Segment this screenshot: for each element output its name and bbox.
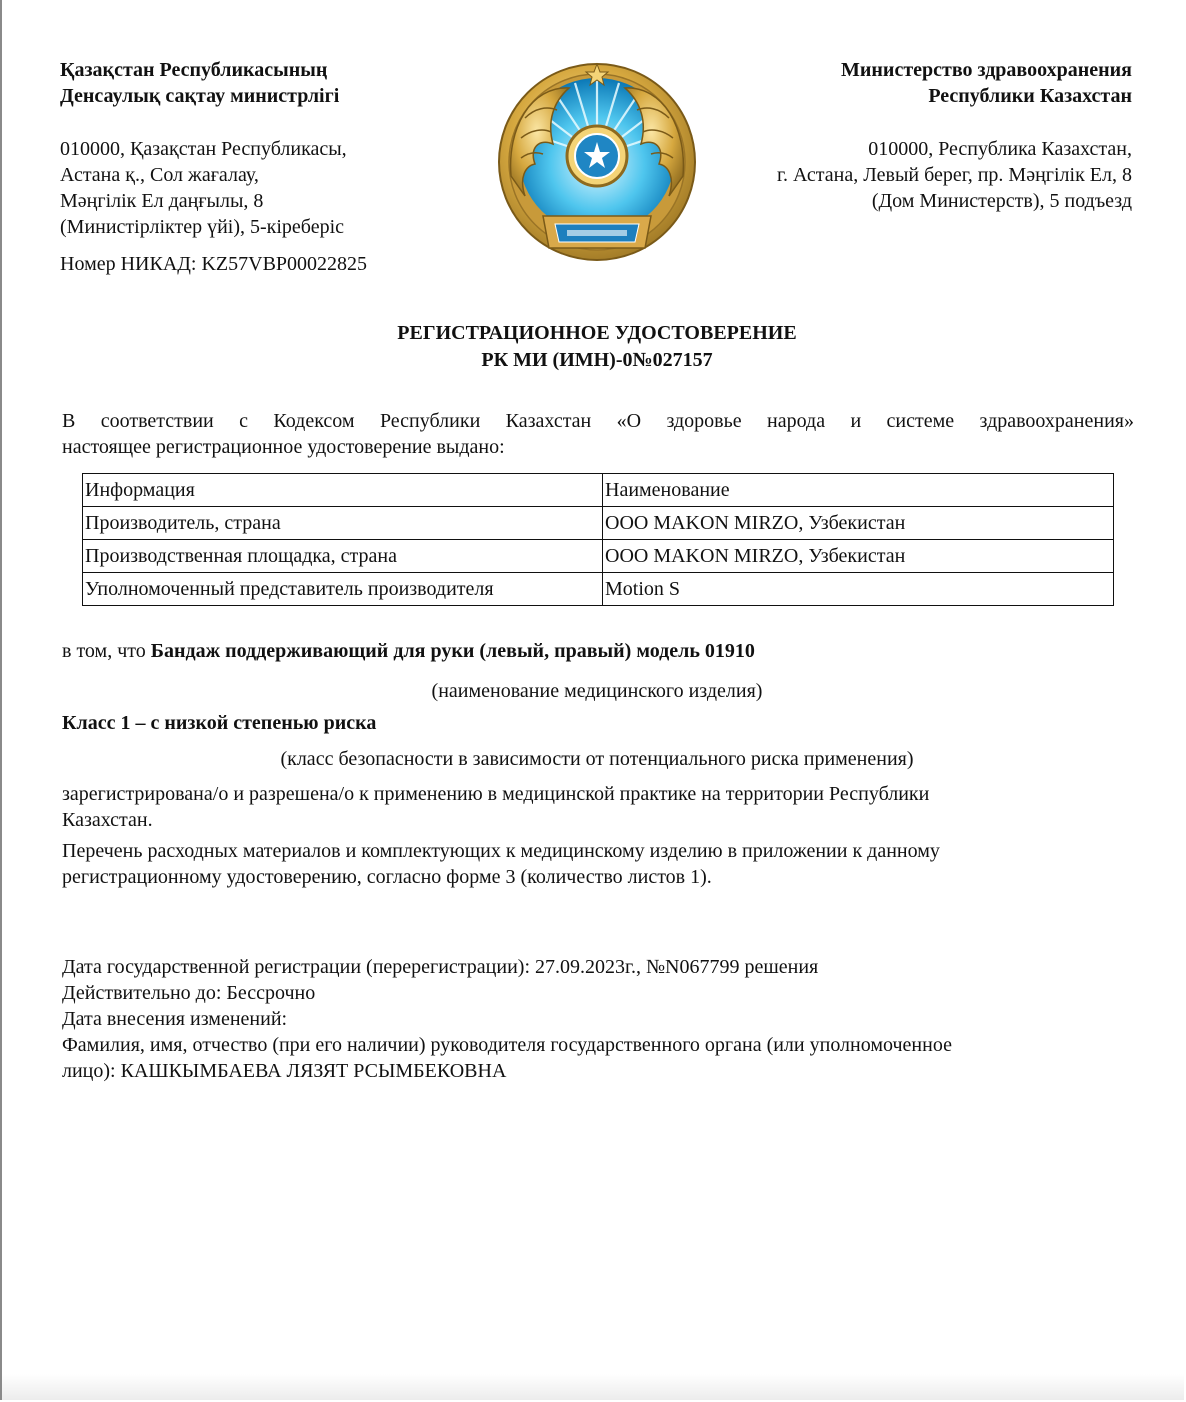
address-ru-line: 010000, Республика Казахстан,	[868, 138, 1132, 160]
valid-until: Действительно до: Бессрочно	[62, 982, 316, 1004]
appendix-paragraph	[62, 838, 1142, 890]
table-row	[83, 540, 1114, 573]
ministry-title-ru-line2: Республики Казахстан	[928, 85, 1132, 107]
head-of-agency-line1: Фамилия, имя, отчество (при его наличии) руководителя государственного органа (или уполномоченное	[62, 1034, 952, 1056]
device-line	[62, 638, 1142, 664]
table-cell: Информация	[83, 474, 603, 507]
table-cell: ООО MAKON MIRZO, Узбекистан	[603, 540, 1114, 573]
certificate-number: РК МИ (ИМН)-0№027157	[481, 349, 713, 371]
registration-date: Дата государственной регистрации (перерегистрации): 27.09.2023г., №N067799 решения	[62, 956, 819, 978]
certificate-title-line1: РЕГИСТРАЦИОННОЕ УДОСТОВЕРЕНИЕ	[397, 322, 797, 344]
table-cell: Наименование	[603, 474, 1114, 507]
certificate-title	[2, 320, 1184, 374]
ministry-address-ru	[652, 136, 1132, 214]
device-class-caption: (класс безопасности в зависимости от потенциального риска применения)	[280, 748, 914, 770]
ministry-title-kz-line1: Қазақстан Республикасының	[60, 59, 328, 81]
table-row	[83, 573, 1114, 606]
table-cell: Производственная площадка, страна	[83, 540, 603, 573]
info-table	[82, 473, 1114, 606]
changes-date: Дата внесения изменений:	[62, 1008, 288, 1030]
kazakhstan-state-emblem-icon	[495, 58, 699, 268]
address-kz-line: Астана қ., Сол жағалау,	[60, 164, 259, 186]
table-cell: Производитель, страна	[83, 507, 603, 540]
address-kz-line: (Министірліктер үйі), 5-кіреберіс	[60, 216, 345, 238]
appendix-line1: Перечень расходных материалов и комплектующих к медицинскому изделию в приложении к данному	[62, 840, 940, 862]
table-cell: ООО MAKON MIRZO, Узбекистан	[603, 507, 1114, 540]
registered-line2: Казахстан.	[62, 809, 153, 831]
ministry-title-ru-line1: Министерство здравоохранения	[841, 59, 1132, 81]
address-ru-line: (Дом Министерств), 5 подъезд	[871, 190, 1132, 212]
intro-line2: настоящее регистрационное удостоверение выдано:	[62, 436, 505, 458]
table-cell: Уполномоченный представитель производителя	[83, 573, 603, 606]
table-row	[83, 474, 1114, 507]
address-kz-line: 010000, Қазақстан Республикасы,	[60, 138, 347, 160]
intro-paragraph	[62, 408, 1134, 460]
nikad-number: Номер НИКАД: KZ57VBP00022825	[60, 253, 368, 275]
ministry-header-ru	[672, 57, 1132, 109]
address-ru-line: г. Астана, Левый берег, пр. Мәңгілік Ел, 8	[777, 164, 1132, 186]
page-bottom-shade	[2, 1374, 1184, 1400]
registered-line1: зарегистрирована/о и разрешена/о к применению в медицинской практике на территории Республики	[62, 783, 930, 805]
device-name-caption: (наименование медицинского изделия)	[431, 680, 763, 702]
address-kz-line: Мәңгілік Ел даңғылы, 8	[60, 190, 264, 212]
table-row	[83, 507, 1114, 540]
head-of-agency-line2: лицо): КАШКЫМБАЕВА ЛЯЗЯТ РСЫМБЕКОВНА	[62, 1060, 507, 1082]
registration-block	[62, 954, 1142, 1084]
table-cell: Motion S	[603, 573, 1114, 606]
ministry-header-kz	[60, 57, 500, 109]
device-class: Класс 1 – с низкой степенью риска	[62, 712, 377, 734]
device-prefix: в том, что	[62, 640, 151, 662]
appendix-line2: регистрационному удостоверению, согласно форме 3 (количество листов 1).	[62, 866, 712, 888]
ministry-title-kz-line2: Денсаулық сақтау министрлігі	[60, 85, 340, 107]
intro-line1: В соответствии с Кодексом Республики Казахстан «О здоровье народа и системе здравоохранения»	[62, 410, 1134, 432]
device-name: Бандаж поддерживающий для руки (левый, правый) модель 01910	[150, 640, 755, 662]
registered-paragraph	[62, 781, 1142, 833]
ministry-address-kz	[60, 136, 500, 240]
